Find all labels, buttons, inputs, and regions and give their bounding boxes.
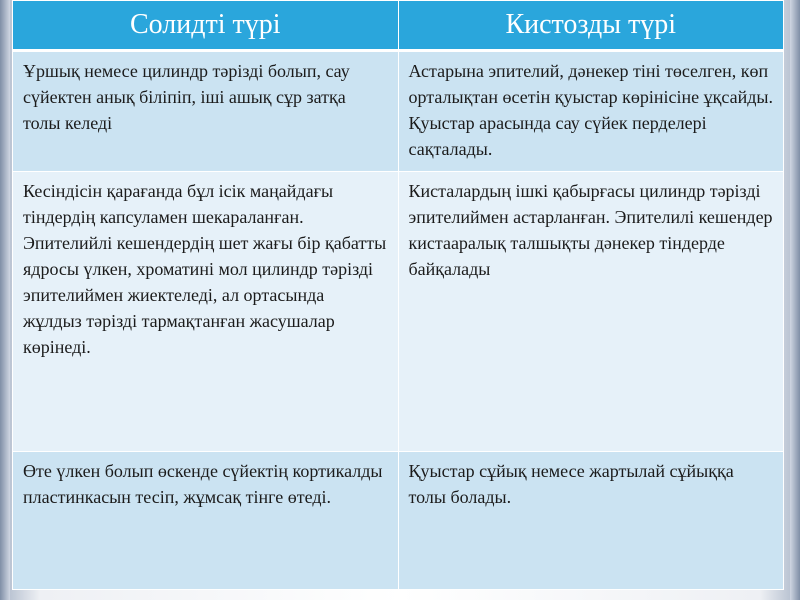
table-row: [13, 172, 784, 452]
table-cell-cystic: Кисталардың ішкі қабырғасы цилиндр тәрізді эпителиймен астарланған. Эпителилі кешендер кистааралық талшықты дәнекер тіндерде байқалады: [398, 172, 784, 452]
table-row: [13, 452, 784, 590]
table-cell-cystic: Қуыстар сұйық немесе жартылай сұйыққа толы болады.: [398, 452, 784, 590]
table-cell-solid: Кесіндісін қарағанда бұл ісік маңайдағы тіндердің капсуламен шекараланған. Эпителийлі кешендердің шет жағы бір қабатты ядросы үлкен, хроматині мол цилиндр тәрізді эпителиймен жиектеледі, ал ортасында жұлдыз тәрізді тармақтанған жасушалар көрінеді.: [13, 172, 399, 452]
table-header-row: [13, 1, 784, 51]
slide-left-edge: [0, 0, 10, 600]
table-row: [13, 51, 784, 172]
slide-right-edge: [790, 0, 800, 600]
header-solid-type: Солидті түрі: [13, 1, 399, 51]
table-cell-solid: Ұршық немесе цилиндр тәрізді болып, сау сүйектен анық біліпіп, іші ашық сұр затқа толы келеді: [13, 51, 399, 172]
table-cell-cystic: Астарына эпителий, дәнекер тіні төселген, көп орталықтан өсетін қуыстар көрінісіне ұқсайды. Қуыстар арасында сау сүйек перделері сақталады.: [398, 51, 784, 172]
table-cell-solid: Өте үлкен болып өскенде сүйектің кортикалды пластинкасын тесіп, жұмсақ тінге өтеді.: [13, 452, 399, 590]
header-cystic-type: Кистозды түрі: [398, 1, 784, 51]
comparison-table: [12, 0, 784, 590]
